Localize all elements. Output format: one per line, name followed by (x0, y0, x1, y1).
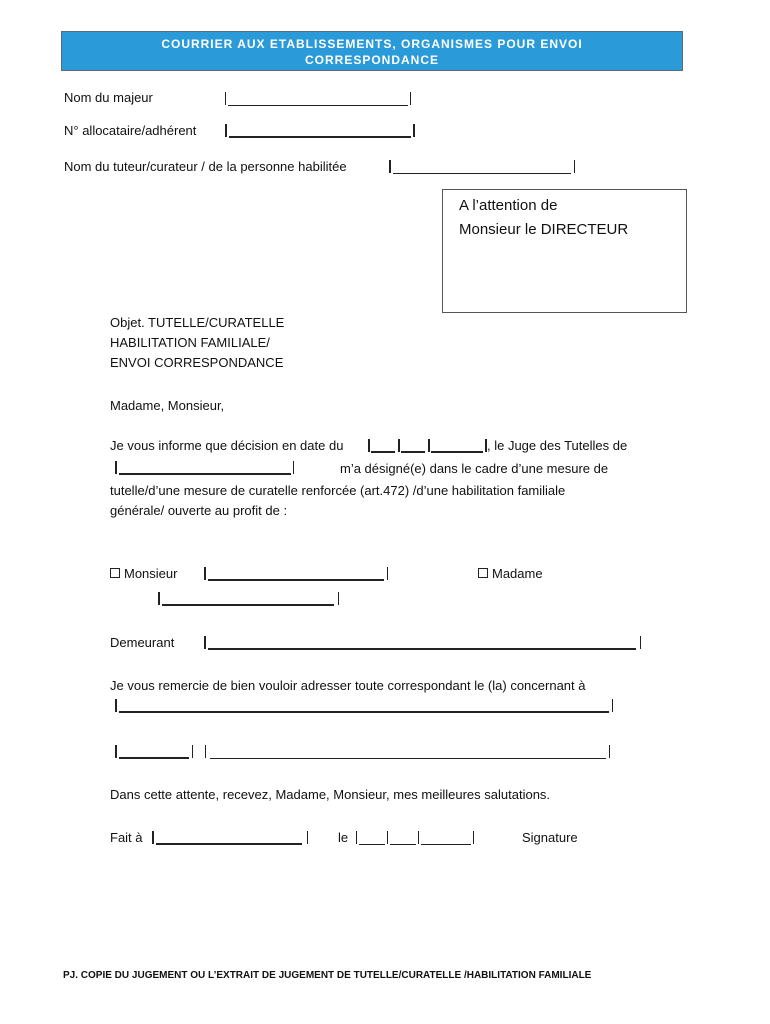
correspondence-address-field[interactable] (115, 699, 613, 713)
para-text-e: générale/ ouverte au profit de : (110, 503, 288, 518)
para-text-c: m’a désigné(e) dans le cadre d’une mesure de (340, 461, 609, 476)
label-le: le (338, 830, 349, 845)
beneficiary-second-name-field[interactable] (158, 592, 340, 606)
objet-line-2: HABILITATION FAMILIALE/ (110, 335, 270, 350)
tuteur-field[interactable] (389, 160, 575, 174)
remerciement-text: Je vous remercie de bien vouloir adresser toute correspondant le (la) concernant à (110, 678, 586, 693)
greeting: Madame, Monsieur, (110, 398, 225, 413)
footer-attachment-note: PJ. COPIE DU JUGEMENT OU L’EXTRAIT DE JUGEMENT DE TUTELLE/CURATELLE /HABILITATION FAMILIALE (63, 970, 592, 981)
document-title-banner (61, 31, 683, 71)
label-demeurant: Demeurant (110, 635, 175, 650)
monsieur-option[interactable] (110, 566, 177, 581)
postal-code-field[interactable] (115, 745, 193, 759)
madame-option[interactable] (478, 566, 543, 581)
monsieur-name-field[interactable] (204, 567, 388, 581)
monsieur-checkbox[interactable] (110, 568, 120, 578)
tribunal-field[interactable] (115, 461, 295, 475)
title-line-1: COURRIER AUX ETABLISSEMENTS, ORGANISMES POUR ENVOI (161, 37, 583, 51)
label-nom-majeur: Nom du majeur (64, 90, 153, 105)
objet-line-1: Objet. TUTELLE/CURATELLE (110, 315, 285, 330)
madame-checkbox[interactable] (478, 568, 488, 578)
city-field[interactable] (205, 745, 610, 759)
label-tuteur: Nom du tuteur/curateur / de la personne habilitée (64, 159, 347, 174)
recipient-line-1: A l’attention de (459, 197, 558, 214)
nom-majeur-field[interactable] (225, 92, 411, 106)
monsieur-label: Monsieur (124, 566, 178, 581)
para-text-a: Je vous informe que décision en date du (110, 438, 344, 453)
fait-a-field[interactable] (152, 831, 308, 845)
label-fait-a: Fait à (110, 830, 143, 845)
label-allocataire: N° allocataire/adhérent (64, 123, 197, 138)
allocataire-field[interactable] (225, 124, 415, 138)
decision-date-field[interactable] (368, 439, 488, 453)
salutations-text: Dans cette attente, recevez, Madame, Monsieur, mes meilleures salutations. (110, 787, 551, 802)
para-text-b: , le Juge des Tutelles de (487, 438, 628, 453)
madame-label: Madame (492, 566, 543, 581)
label-signature: Signature (522, 830, 578, 845)
objet-line-3: ENVOI CORRESPONDANCE (110, 355, 284, 370)
recipient-line-2: Monsieur le DIRECTEUR (459, 221, 629, 238)
address-field[interactable] (204, 636, 641, 650)
title-line-2: CORRESPONDANCE (304, 53, 439, 67)
signature-date-field[interactable] (356, 831, 474, 845)
para-text-d: tutelle/d’une mesure de curatelle renforcée (art.472) /d’une habilitation familiale (110, 483, 566, 498)
recipient-address-box (442, 189, 687, 313)
